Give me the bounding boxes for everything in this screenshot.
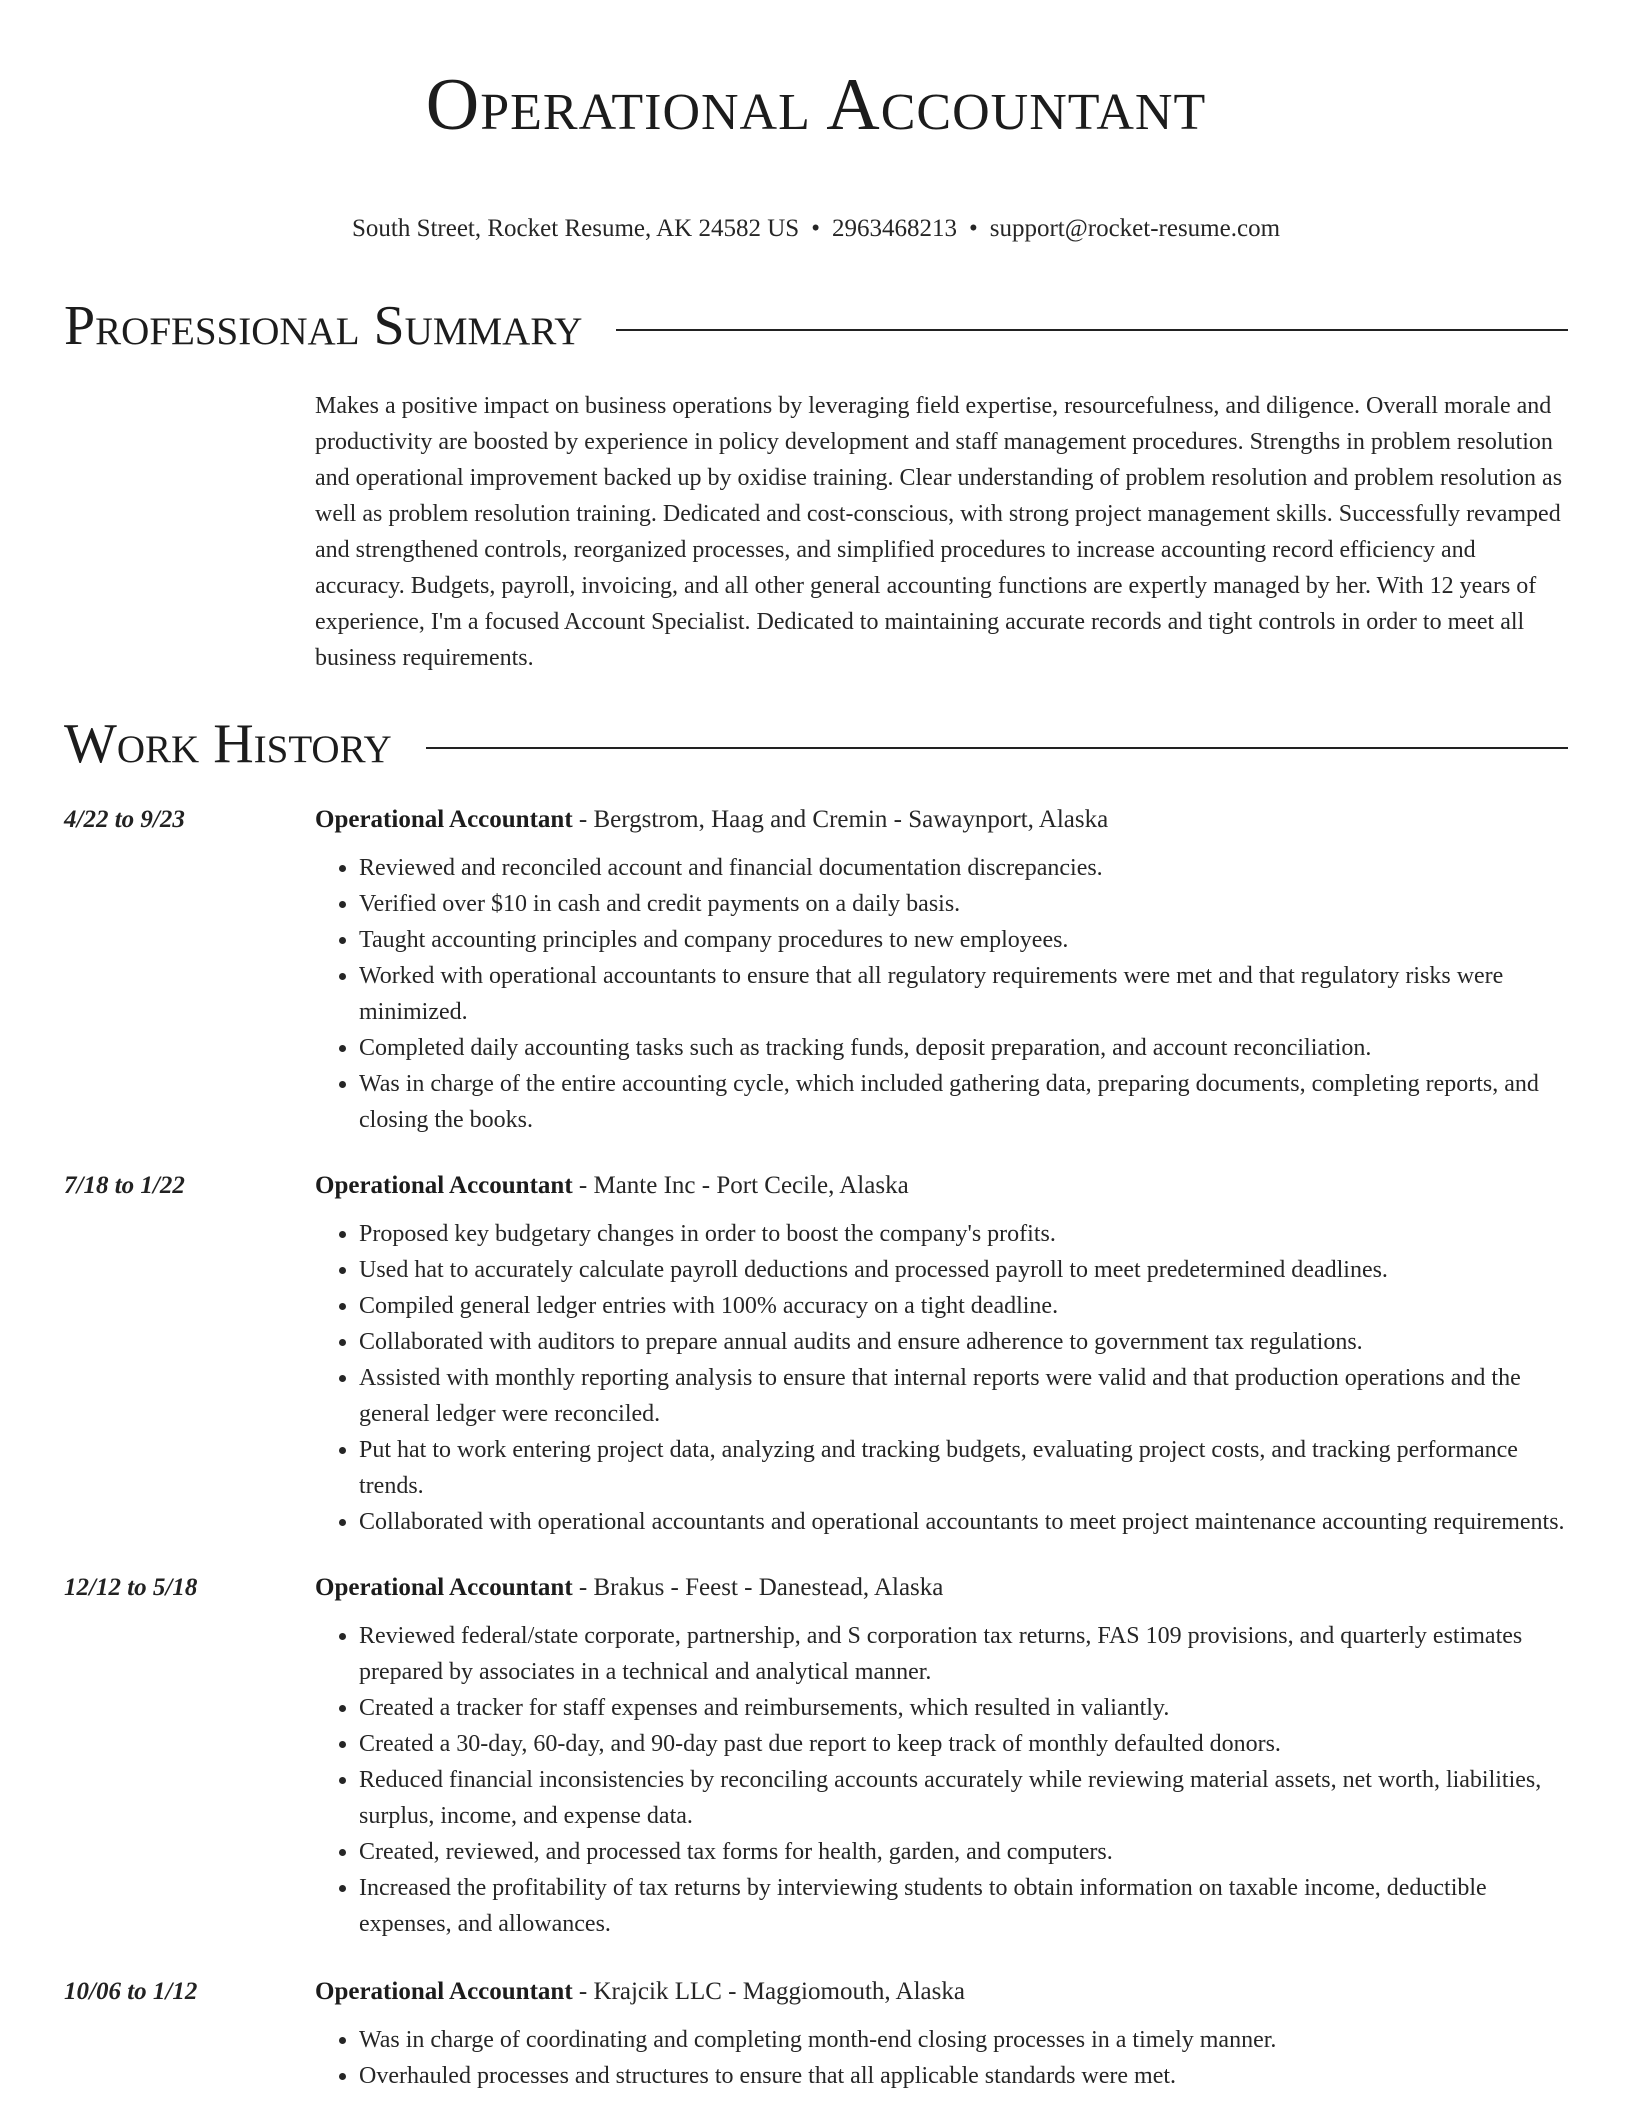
job-dates: 4/22 to 9/23 (64, 806, 185, 833)
contact-separator: • (968, 215, 978, 242)
contact-address: South Street, Rocket Resume, AK 24582 US (351, 215, 800, 242)
section-divider (616, 329, 1568, 331)
work-history-section-title: Work History (64, 713, 392, 775)
summary-section-title: Professional Summary (64, 295, 583, 357)
job-bullet-list (315, 2022, 1568, 2094)
job-body (315, 804, 1568, 1138)
job-entry (64, 1976, 1568, 2094)
job-employer-location: - Mante Inc - Port Cecile, Alaska (572, 1172, 909, 1199)
job-bullet: • Verified over $10 in cash and credit payments on a daily basis. (359, 886, 1568, 922)
job-bullet: • Put hat to work entering project data, analyzing and tracking budgets, evaluating project costs, and tracking performance trends. (359, 1432, 1568, 1504)
job-bullet-list (315, 850, 1568, 1138)
job-employer-location: - Brakus - Feest - Danestead, Alaska (572, 1574, 944, 1601)
job-bullet: • Reduced financial inconsistencies by reconciling accounts accurately while reviewing material assets, net worth, liabilities, surplus, income, and expense data. (359, 1762, 1568, 1834)
job-dates: 10/06 to 1/12 (64, 1978, 198, 2005)
job-bullet-list (315, 1618, 1568, 1942)
job-bullet: • Was in charge of the entire accounting cycle, which included gathering data, preparing documents, completing reports, and closing the books. (359, 1066, 1568, 1138)
contact-email: support@rocket-resume.com (989, 215, 1281, 242)
job-bullet: • Assisted with monthly reporting analysis to ensure that internal reports were valid and that production operations and the general ledger were reconciled. (359, 1360, 1568, 1432)
job-bullet: • Overhauled processes and structures to ensure that all applicable standards were met. (359, 2058, 1568, 2094)
job-body (315, 1572, 1568, 1942)
job-bullet: • Increased the profitability of tax returns by interviewing students to obtain information on taxable income, deductible expenses, and allowances. (359, 1870, 1568, 1942)
job-bullet: • Compiled general ledger entries with 100% accuracy on a tight deadline. (359, 1288, 1568, 1324)
job-heading (315, 1572, 1568, 1604)
job-bullet: • Created, reviewed, and processed tax forms for health, garden, and computers. (359, 1834, 1568, 1870)
job-heading (315, 1976, 1568, 2008)
job-bullet: • Reviewed and reconciled account and financial documentation discrepancies. (359, 850, 1568, 886)
contact-phone: 2963468213 (831, 215, 957, 242)
contact-separator: • (811, 215, 820, 242)
job-bullet: • Proposed key budgetary changes in order to boost the company's profits. (359, 1216, 1568, 1252)
job-dates: 12/12 to 5/18 (64, 1574, 198, 1601)
job-heading (315, 804, 1568, 836)
job-heading (315, 1170, 1568, 1202)
job-role: Operational Accountant (315, 806, 573, 833)
job-dates: 7/18 to 1/22 (64, 1172, 185, 1199)
job-bullet: • Collaborated with auditors to prepare annual audits and ensure adherence to government tax regulations. (359, 1324, 1568, 1360)
contact-line (0, 214, 1632, 244)
job-role: Operational Accountant (315, 1978, 573, 2005)
job-bullet: • Used hat to accurately calculate payroll deductions and processed payroll to meet predetermined deadlines. (359, 1252, 1568, 1288)
candidate-name: Operational Accountant (425, 64, 1207, 146)
job-employer-location: - Bergstrom, Haag and Cremin - Sawaynport, Alaska (572, 806, 1109, 833)
job-bullet: • Was in charge of coordinating and completing month-end closing processes in a timely manner. (359, 2022, 1568, 2058)
job-body (315, 1170, 1568, 1540)
job-role: Operational Accountant (315, 1172, 573, 1199)
work-history-list (0, 804, 1632, 2094)
summary-section-header (64, 294, 1568, 358)
summary-text: Makes a positive impact on business operations by leveraging field expertise, resourcefulness, and diligence. Overall morale and productivity are boosted by experience in policy development and staff management procedures. Strengths in problem resolution and operational improvement backed up by oxidise training. Clear understanding of problem resolution and problem resolution as well as problem resolution training. Dedicated and cost-conscious, with strong project management skills. Successfully revamped and strengthened controls, reorganized processes, and simplified procedures to increase accounting record efficiency and accuracy. Budgets, payroll, invoicing, and all other general accounting functions are expertly managed by her. With 12 years of experience, I'm a focused Account Specialist. Dedicated to maintaining accurate records and tight controls in order to meet all business requirements. (315, 393, 1563, 671)
job-bullet: • Collaborated with operational accountants and operational accountants to meet project maintenance accounting requirements. (359, 1504, 1568, 1540)
job-bullet: • Created a 30-day, 60-day, and 90-day past due report to keep track of monthly defaulted donors. (359, 1726, 1568, 1762)
job-entry (64, 1170, 1568, 1540)
job-employer-location: - Krajcik LLC - Maggiomouth, Alaska (572, 1978, 965, 2005)
job-bullet: • Reviewed federal/state corporate, partnership, and S corporation tax returns, FAS 109 provisions, and quarterly estimates prepared by associates in a technical and analytical manner. (359, 1618, 1568, 1690)
work-history-section-header (64, 712, 1568, 776)
job-role: Operational Accountant (315, 1574, 573, 1601)
job-entry (64, 1572, 1568, 1942)
section-divider (426, 747, 1568, 749)
job-body (315, 1976, 1568, 2094)
job-bullet: • Taught accounting principles and company procedures to new employees. (359, 922, 1568, 958)
job-bullet: • Worked with operational accountants to ensure that all regulatory requirements were met and that regulatory risks were minimized. (359, 958, 1568, 1030)
job-bullet: • Created a tracker for staff expenses and reimbursements, which resulted in valiantly. (359, 1690, 1568, 1726)
job-bullet-list (315, 1216, 1568, 1540)
job-entry (64, 804, 1568, 1138)
resume-header (0, 0, 1632, 244)
job-bullet: • Completed daily accounting tasks such as tracking funds, deposit preparation, and account reconciliation. (359, 1030, 1568, 1066)
